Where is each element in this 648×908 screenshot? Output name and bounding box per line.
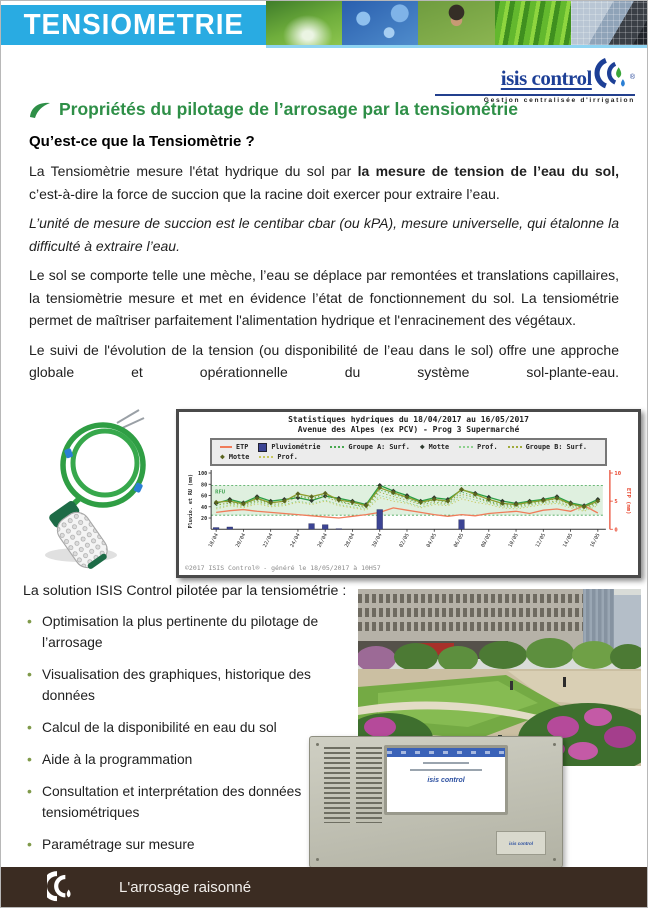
chart-legend bbox=[210, 438, 607, 466]
paragraph-3: Le sol se comporte telle une mèche, l’eau se déplace par remontées et translations capillaires, la tensiomètrie mesure et met en évidence l’état de fonctionnement du sol. La tensiométrie permet de maîtriser parfaitement l'alimentation hydrique et l'enracinement des végétaux. bbox=[29, 267, 619, 328]
cabinet-vent bbox=[356, 747, 382, 823]
controller-cabinet-image bbox=[309, 736, 563, 868]
header-banner bbox=[1, 1, 647, 48]
section-heading: Qu’est-ce que la Tensiomètrie ? bbox=[29, 133, 255, 150]
chart-plot bbox=[185, 469, 632, 564]
bullet-item: • Consultation et interprétation des données tensiométriques bbox=[25, 781, 327, 823]
bullet-item: • Calcul de la disponibilité en eau du sol bbox=[25, 717, 327, 738]
legend-entry: Prof. bbox=[459, 442, 497, 452]
solution-section bbox=[1, 579, 647, 869]
legend-entry: Pluviométrie bbox=[258, 442, 320, 452]
bullet-item: • Paramétrage sur mesure bbox=[25, 834, 327, 855]
legend-entry: ◆ Motte bbox=[419, 442, 450, 451]
chart-title: Statistiques hydriques du 18/04/2017 au 16/05/2017 bbox=[288, 415, 529, 424]
svg-text:RFU: RFU bbox=[215, 489, 226, 496]
legend-entry: Prof. bbox=[259, 452, 297, 462]
svg-text:60: 60 bbox=[201, 493, 208, 500]
child-in-grass-photo bbox=[418, 1, 494, 45]
legend-entry: ETP bbox=[220, 442, 248, 452]
svg-text:10: 10 bbox=[614, 471, 622, 478]
svg-text:100: 100 bbox=[198, 471, 208, 478]
screen-text-line bbox=[410, 769, 482, 771]
solution-intro: La solution ISIS Control pilotée par la tensiométrie : bbox=[23, 583, 347, 599]
cabinet-vent bbox=[324, 747, 350, 823]
svg-text:22/04: 22/04 bbox=[262, 532, 275, 549]
chart-subtitle: Avenue des Alpes (ex PCV) - Prog 3 Supermarché bbox=[297, 425, 520, 434]
screw bbox=[316, 743, 319, 746]
strip-underline bbox=[266, 45, 647, 48]
chart-box bbox=[176, 409, 641, 578]
body-text bbox=[29, 133, 619, 391]
svg-text:0: 0 bbox=[614, 527, 618, 534]
solution-bullets bbox=[25, 611, 327, 898]
leaf-icon bbox=[29, 101, 51, 119]
svg-text:Pluvio. et RU (mm): Pluvio. et RU (mm) bbox=[188, 473, 195, 529]
plate-brand: isis control bbox=[508, 840, 533, 846]
tensiometer-sensor-image bbox=[21, 403, 171, 571]
photo-strip bbox=[266, 1, 647, 45]
logo-tagline: Gestion centralisée d'irrigation bbox=[435, 94, 635, 104]
banner-title: TENSIOMETRIE bbox=[23, 8, 244, 41]
company-logo bbox=[435, 57, 635, 104]
svg-text:ETP (mm): ETP (mm) bbox=[624, 487, 631, 515]
svg-text:18/04: 18/04 bbox=[207, 532, 220, 549]
footer bbox=[1, 867, 647, 907]
technology-hand-photo bbox=[571, 1, 647, 45]
svg-text:20: 20 bbox=[201, 516, 208, 523]
paragraph-4: Le suivi de l'évolution de la tension (ou disponibilité de l’eau dans le sol) offre une approche globale et opérationnelle du système sol-plante-eau. bbox=[29, 341, 619, 380]
legend-entry: ◆ Motte bbox=[220, 452, 250, 461]
svg-text:04/05: 04/05 bbox=[425, 532, 439, 549]
svg-text:20/04: 20/04 bbox=[234, 532, 248, 549]
logo-text: isis control bbox=[500, 66, 592, 90]
svg-text:06/05: 06/05 bbox=[452, 532, 466, 549]
svg-text:24/04: 24/04 bbox=[289, 532, 302, 549]
paragraph-1-bold: la mesure de tension de l’eau du sol, bbox=[357, 163, 619, 179]
screw bbox=[553, 858, 556, 861]
paragraph-1 bbox=[29, 160, 619, 205]
bullet-item: • Aide à la programmation bbox=[25, 749, 327, 770]
svg-text:5: 5 bbox=[614, 499, 618, 506]
page-title: Propriétés du pilotage de l’arrosage par la tensiométrie bbox=[59, 99, 519, 119]
svg-text:30/04: 30/04 bbox=[371, 532, 384, 549]
svg-text:10/05: 10/05 bbox=[507, 532, 520, 549]
registered-mark: ® bbox=[629, 74, 635, 81]
footer-water-drop-logo-icon bbox=[47, 871, 77, 903]
legend-entry: Groupe B: Surf. bbox=[508, 442, 587, 452]
figure-row bbox=[21, 403, 639, 575]
paragraph-1-tail: c’est-à-dire la force de succion que la racine doit exercer pour extraire l’eau. bbox=[29, 185, 500, 202]
bullet-item: • Optimisation la plus pertinente du pilotage de l’arrosage bbox=[25, 611, 327, 653]
chart-footnote: ©2017 ISIS Control® - généré le 18/05/2017 à 10H57 bbox=[185, 564, 381, 573]
svg-text:80: 80 bbox=[201, 482, 208, 489]
water-drops-photo bbox=[342, 1, 418, 45]
svg-text:08/05: 08/05 bbox=[480, 532, 493, 549]
banner-title-box bbox=[1, 5, 266, 45]
svg-text:28/04: 28/04 bbox=[343, 532, 357, 549]
page-title-row bbox=[29, 99, 518, 120]
water-drop-logo-icon bbox=[594, 57, 628, 91]
screen-menubar bbox=[387, 748, 505, 757]
svg-text:16/05: 16/05 bbox=[589, 532, 602, 549]
screw bbox=[553, 743, 556, 746]
grass-dew-photo bbox=[495, 1, 571, 45]
paragraph-2: L’unité de mesure de succion est le centibar cbar (ou kPA), mesure universelle, qui étalonne la difficulté à extraire l’eau. bbox=[29, 215, 619, 254]
footer-tagline: L'arrosage raisonné bbox=[119, 878, 252, 896]
screen-brand: isis control bbox=[427, 777, 465, 784]
cabinet-screen bbox=[384, 745, 508, 815]
paragraph-1-lead: La Tensiomètrie mesure l'état hydrique du sol par bbox=[29, 163, 358, 179]
screen-text-line bbox=[423, 762, 469, 764]
svg-text:14/05: 14/05 bbox=[561, 532, 575, 549]
bullet-item: • Visualisation des graphiques, historique des données bbox=[25, 664, 327, 706]
svg-text:02/05: 02/05 bbox=[398, 532, 411, 549]
cabinet-brand-plate bbox=[496, 831, 546, 855]
svg-text:12/05: 12/05 bbox=[534, 532, 548, 549]
screw bbox=[316, 858, 319, 861]
svg-text:26/04: 26/04 bbox=[316, 532, 329, 549]
legend-entry: Groupe A: Surf. bbox=[330, 442, 409, 452]
svg-text:40: 40 bbox=[201, 504, 208, 511]
grass-sprinkler-photo bbox=[266, 1, 342, 45]
